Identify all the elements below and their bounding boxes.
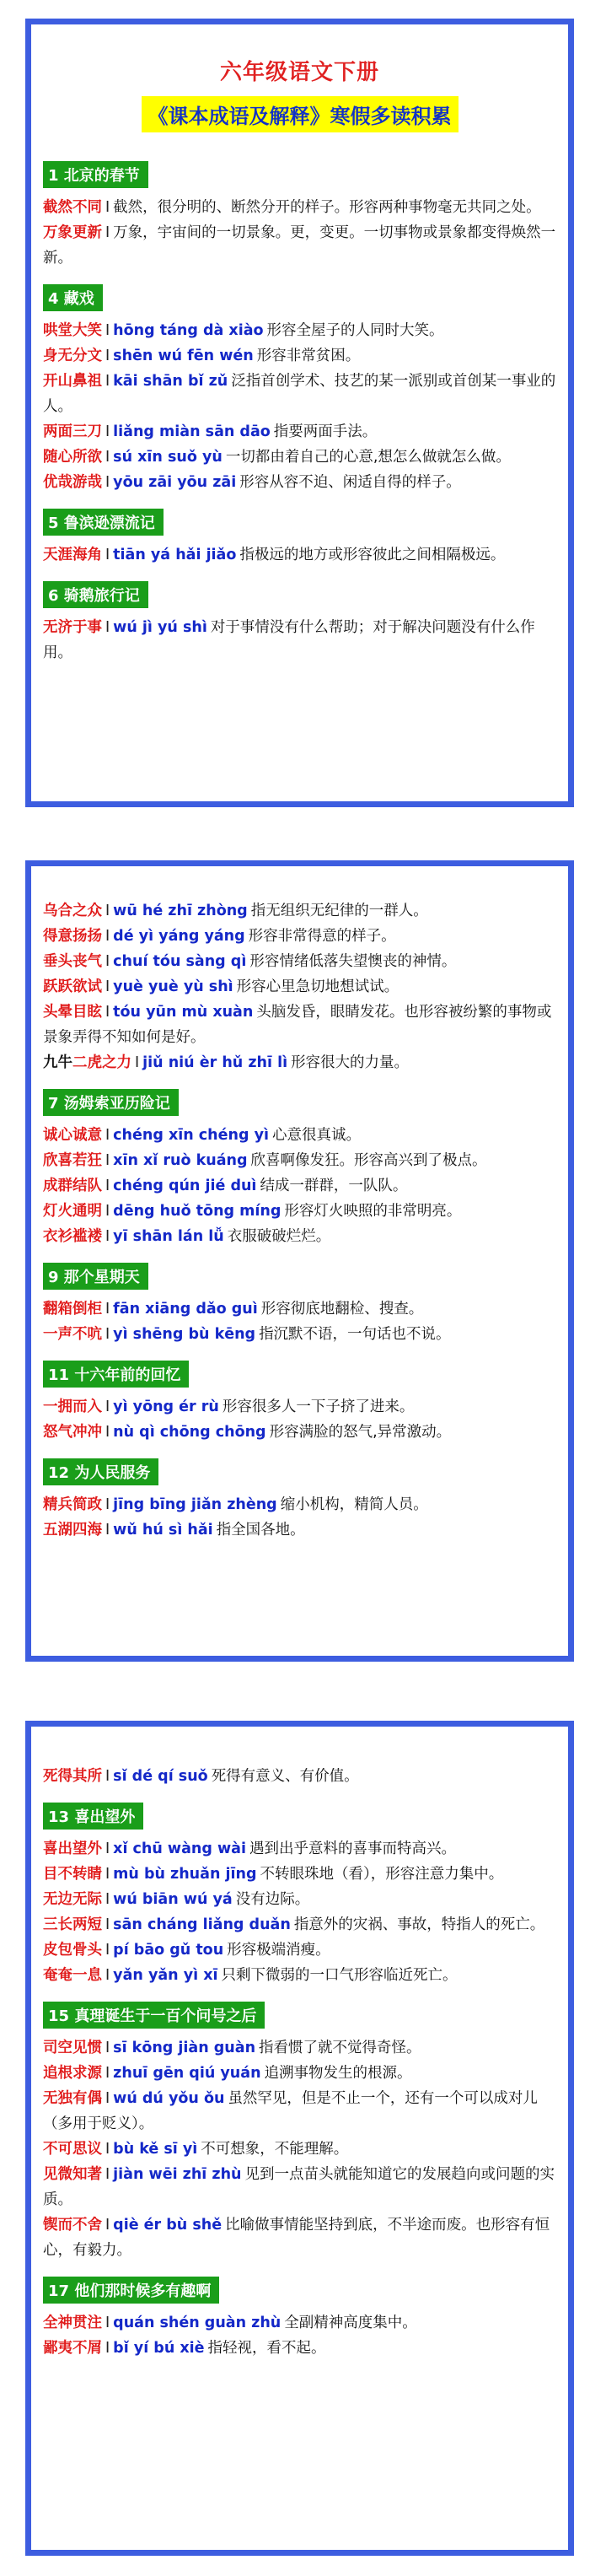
idiom-entry: 无独有偶 I wú dú yǒu ǒu 虽然罕见，但是不止一个，还有一个可以成对儿（多用于贬义）。 [43,2090,538,2132]
idiom-entry: 翻箱倒柜 I fān xiāng dǎo guì 形容彻底地翻检、搜查。 [43,1301,424,1318]
idiom-entry: 一声不吭 I yì shēng bù kēng 指沉默不语，一句话也不说。 [43,1326,451,1343]
idiom-word: 身无分文 [43,348,102,364]
section [43,148,556,271]
idiom-word: 精兵简政 [43,1496,102,1513]
idiom-word: 天涯海角 [43,547,102,563]
idiom-word: 截然不同 [43,199,102,216]
idiom-definition: 衣服破破烂烂。 [227,1228,331,1245]
section-title: 7 汤姆索亚历险记 [43,1089,179,1116]
section-title: 15 真理诞生于一百个问号之后 [43,2002,265,2029]
idiom-pinyin: wú jì yú shì [113,619,207,636]
idiom-entry: 乌合之众 I wū hé zhī zhòng 指无组织无纪律的一群人。 [43,903,428,919]
idiom-word: 随心所欲 [43,449,102,466]
idiom-word: 垂头丧气 [43,953,102,970]
section [43,2263,556,2361]
idiom-entry: 怒气冲冲 I nù qì chōng chōng 形容满脸的怒气,异常激动。 [43,1424,452,1441]
idiom-word: 无边无际 [43,1891,102,1908]
idiom-pinyin: pí bāo gǔ tou [113,1942,224,1959]
idiom-definition: 指意外的灾祸、事故，特指人的死亡。 [293,1916,545,1933]
idiom-entry: 开山鼻祖 I kāi shān bǐ zǔ 泛指首创学术、技艺的某一派别或首创某一事业的人。 [43,373,556,415]
section [43,1347,556,1445]
idiom-pinyin: mù bù zhuǎn jīng [113,1866,257,1883]
idiom-definition: 缩小机构，精简人员。 [280,1496,428,1513]
idiom-entry: 头晕目眩 I tóu yūn mù xuàn 头脑发昏，眼睛发花。也形容被纷繁的事物或景象弄得不知如何是好。 [43,1004,552,1046]
idiom-pinyin: qiè ér bù shě [113,2217,223,2234]
idiom-word: 二虎之力 [72,1054,131,1071]
idiom-pinyin: wǔ hú sì hǎi [113,1522,213,1539]
idiom-definition: 指沉默不语，一句话也不说。 [259,1326,451,1343]
section-title: 1 北京的春节 [43,161,148,188]
card-2 [25,860,574,1662]
idiom-word: 万象更新 [43,224,102,241]
idiom-word: 两面三刀 [43,423,102,440]
idiom-word: 司空见惯 [43,2040,102,2056]
section [43,568,556,666]
idiom-entry: 垂头丧气 I chuí tóu sàng qì 形容情绪低落失望懊丧的神情。 [43,953,457,970]
card-3 [25,1721,574,2556]
idiom-definition: 形容很大的力量。 [291,1054,410,1071]
idiom-entry: 身无分文 I shēn wú fēn wén 形容非常贫困。 [43,348,361,364]
section [43,495,556,568]
idiom-pinyin: sān cháng liǎng duǎn [113,1916,291,1933]
idiom-pinyin: zhuī gēn qiú yuán [113,2065,261,2082]
idiom-pinyin: liǎng miàn sān dāo [113,423,271,440]
idiom-pinyin: yōu zāi yōu zāi [113,474,237,491]
idiom-entry: 追根求源 I zhuī gēn qiú yuán 追溯事物发生的根源。 [43,2065,412,2082]
section [43,1075,556,1249]
idiom-entry: 跃跃欲试 I yuè yuè yù shì 形容心里急切地想试试。 [43,978,400,995]
idiom-word: 怒气冲冲 [43,1424,102,1441]
section [43,271,556,495]
idiom-pinyin: wū hé zhī zhòng [113,903,248,919]
idiom-entry: 哄堂大笑 I hōng táng dà xiào 形容全屋子的人同时大笑。 [43,322,444,339]
idiom-pinyin: wú dú yǒu ǒu [113,2090,225,2107]
idiom-definition: 形容很多人一下子挤了进来。 [222,1398,415,1415]
idiom-pinyin: chéng qún jié duì [113,1178,257,1194]
idiom-entry: 欣喜若狂 I xīn xǐ ruò kuáng 欣喜啊像发狂。形容高兴到了极点。 [43,1152,487,1169]
idiom-word: 追根求源 [43,2065,102,2082]
section [43,1988,556,2263]
idiom-entry: 五湖四海 I wǔ hú sì hǎi 指全国各地。 [43,1522,305,1539]
idiom-entry: 优哉游哉 I yōu zāi yōu zāi 形容从容不迫、闲适自得的样子。 [43,474,461,491]
idiom-pinyin: jiàn wēi zhī zhù [113,2166,242,2183]
lead-entries [43,898,556,1075]
idiom-word: 无济于事 [43,619,102,636]
idiom-definition: 追溯事物发生的根源。 [264,2065,412,2082]
idiom-entry: 诚心诚意 I chéng xīn chéng yì 心意很真诚。 [43,1127,361,1144]
idiom-pinyin: chéng xīn chéng yì [113,1127,269,1144]
idiom-definition: 对于事情没有什么帮助；对于解决问题没有什么作用。 [43,619,535,661]
idiom-entry: 不可思议 I bù kě sī yì 不可想象，不能理解。 [43,2141,349,2158]
idiom-word: 得意扬扬 [43,928,102,945]
section [43,1789,556,1988]
idiom-pinyin: jīng bīng jiǎn zhèng [113,1496,277,1513]
page-subtitle: 《课本成语及解释》寒假多读积累 [142,96,459,132]
idiom-definition: 万象，宇宙间的一切景象。更，变更。一切事物或景象都变得焕然一新。 [43,224,556,267]
idiom-definition: 遇到出乎意料的喜事而特高兴。 [249,1840,456,1857]
idiom-entry: 一拥而入 I yì yōng ér rù 形容很多人一下子挤了进来。 [43,1398,415,1415]
idiom-word: 死得其所 [43,1768,102,1785]
section [43,1445,556,1543]
idiom-definition: 死得有意义、有价值。 [211,1768,359,1785]
idiom-pinyin: yì shēng bù kēng [113,1326,256,1343]
idiom-definition: 指看惯了就不觉得奇怪。 [259,2040,421,2056]
idiom-pinyin: bǐ yí bú xiè [113,2340,205,2357]
section-title: 17 他们那时候多有趣啊 [43,2277,219,2304]
idiom-word: 一声不吭 [43,1326,102,1343]
idiom-definition: 形容情绪低落失望懊丧的神情。 [249,953,457,970]
idiom-definition: 指轻视，看不起。 [207,2340,326,2357]
idiom-word: 见微知著 [43,2166,102,2183]
idiom-definition: 形容心里急切地想试试。 [236,978,400,995]
idiom-definition: 形容灯火映照的非常明亮。 [284,1203,462,1220]
idiom-entry: 见微知著 I jiàn wēi zhī zhù 见到一点苗头就能知道它的发展趋向或问题的实质。 [43,2166,555,2208]
idiom-definition: 虽然罕见，但是不止一个，还有一个可以成对儿（多用于贬义）。 [43,2090,538,2132]
idiom-word: 成群结队 [43,1178,102,1194]
idiom-entry: 死得其所 I sǐ dé qí suǒ 死得有意义、有价值。 [43,1768,359,1785]
idiom-word: 衣衫褴褛 [43,1228,102,1245]
idiom-pinyin: sī kōng jiàn guàn [113,2040,256,2056]
idiom-definition: 形容非常得意的样子。 [248,928,396,945]
idiom-pinyin: nù qì chōng chōng [113,1424,266,1441]
idiom-pinyin: kāi shān bǐ zǔ [113,373,228,390]
section-title: 5 鲁滨逊漂流记 [43,509,164,536]
idiom-pinyin: dēng huǒ tōng míng [113,1203,282,1220]
idiom-pinyin: yǎn yǎn yì xī [113,1967,218,1984]
idiom-pinyin: chuí tóu sàng qì [113,953,247,970]
section-title: 12 为人民服务 [43,1458,158,1485]
idiom-word: 奄奄一息 [43,1967,102,1984]
idiom-word: 开山鼻祖 [43,373,102,390]
idiom-definition: 心意很真诚。 [271,1127,361,1144]
idiom-definition: 泛指首创学术、技艺的某一派别或首创某一事业的人。 [43,373,556,415]
idiom-word: 目不转睛 [43,1866,102,1883]
section-title: 6 骑鹅旅行记 [43,581,148,608]
idiom-pinyin: yì yōng ér rù [113,1398,219,1415]
idiom-word: 鄙夷不屑 [43,2340,102,2357]
idiom-entry: 精兵简政 I jīng bīng jiǎn zhèng 缩小机构，精简人员。 [43,1496,428,1513]
idiom-pinyin: jiǔ niú èr hǔ zhī lì [142,1054,288,1071]
idiom-definition: 结成一群群，一队队。 [260,1178,408,1194]
idiom-entry: 三长两短 I sān cháng liǎng duǎn 指意外的灾祸、事故，特指人的死亡。 [43,1916,545,1933]
idiom-entry: 奄奄一息 I yǎn yǎn yì xī 只剩下微弱的一口气形容临近死亡。 [43,1967,458,1984]
idiom-entry: 随心所欲 I sú xīn suǒ yù 一切都由着自己的心意,想怎么做就怎么做。 [43,449,511,466]
idiom-definition: 没有边际。 [235,1891,310,1908]
idiom-entry: 无济于事 I wú jì yú shì 对于事情没有什么帮助；对于解决问题没有什么作用。 [43,619,535,661]
idiom-word: 头晕目眩 [43,1004,102,1021]
idiom-entry: 截然不同 I 截然，很分明的、断然分开的样子。形容两种事物毫无共同之处。 [43,199,541,216]
idiom-pinyin: xǐ chū wàng wài [113,1840,246,1857]
idiom-word: 三长两短 [43,1916,102,1933]
idiom-word: 哄堂大笑 [43,322,102,339]
section-title: 11 十六年前的回忆 [43,1361,189,1388]
idiom-definition: 指极远的地方或形容彼此之间相隔极远。 [239,547,506,563]
idiom-prefix: 九牛 [43,1054,72,1071]
idiom-pinyin: sǐ dé qí suǒ [113,1768,208,1785]
idiom-entry: 无边无际 I wú biān wú yá 没有边际。 [43,1891,310,1908]
idiom-definition: 见到一点苗头就能知道它的发展趋向或问题的实质。 [43,2166,555,2208]
idiom-entry: 鄙夷不屑 I bǐ yí bú xiè 指轻视，看不起。 [43,2340,326,2357]
idiom-entry: 喜出望外 I xǐ chū wàng wài 遇到出乎意料的喜事而特高兴。 [43,1840,456,1857]
idiom-word: 全神贯注 [43,2315,102,2331]
idiom-definition: 一切都由着自己的心意,想怎么做就怎么做。 [225,449,511,466]
page-title: 六年级语文下册 [219,60,379,85]
idiom-pinyin: shēn wú fēn wén [113,348,254,364]
idiom-word: 五湖四海 [43,1522,102,1539]
idiom-entry: 目不转睛 I mù bù zhuǎn jīng 不转眼珠地（看），形容注意力集中。 [43,1866,504,1883]
idiom-pinyin: hōng táng dà xiào [113,322,264,339]
idiom-definition: 欣喜啊像发狂。形容高兴到了极点。 [250,1152,487,1169]
idiom-word: 诚心诚意 [43,1127,102,1144]
section-title: 4 藏戏 [43,284,103,311]
section [43,1249,556,1347]
idiom-entry: 灯火通明 I dēng huǒ tōng míng 形容灯火映照的非常明亮。 [43,1203,462,1220]
idiom-pinyin: wú biān wú yá [113,1891,233,1908]
idiom-word: 皮包骨头 [43,1942,102,1959]
idiom-pinyin: quán shén guàn zhù [113,2315,282,2331]
idiom-word: 优哉游哉 [43,474,102,491]
idiom-word: 欣喜若狂 [43,1152,102,1169]
idiom-definition: 不可想象，不能理解。 [201,2141,349,2158]
idiom-definition: 指要两面手法。 [273,423,378,440]
idiom-word: 不可思议 [43,2141,102,2158]
idiom-entry: 九牛二虎之力 I jiǔ niú èr hǔ zhī lì 形容很大的力量。 [43,1054,410,1071]
idiom-definition: 头脑发昏，眼睛发花。也形容被纷繁的事物或景象弄得不知如何是好。 [43,1004,552,1046]
idiom-entry: 天涯海角 I tiān yá hǎi jiǎo 指极远的地方或形容彼此之间相隔极远。 [43,547,506,563]
idiom-pinyin: yī shān lán lǚ [113,1228,224,1245]
idiom-entry: 皮包骨头 I pí bāo gǔ tou 形容极端消瘦。 [43,1942,330,1959]
idiom-definition: 形容从容不迫、闲适自得的样子。 [239,474,461,491]
card-1 [25,19,574,807]
idiom-word: 跃跃欲试 [43,978,102,995]
section-title: 9 那个星期天 [43,1263,148,1290]
idiom-pinyin: xīn xǐ ruò kuáng [113,1152,248,1169]
idiom-word: 灯火通明 [43,1203,102,1220]
idiom-pinyin: fān xiāng dǎo guì [113,1301,258,1318]
idiom-pinyin: tóu yūn mù xuàn [113,1004,254,1021]
idiom-entry: 万象更新 I 万象，宇宙间的一切景象。更，变更。一切事物或景象都变得焕然一新。 [43,224,556,267]
idiom-entry: 衣衫褴褛 I yī shān lán lǚ 衣服破破烂烂。 [43,1228,331,1245]
idiom-definition: 截然，很分明的、断然分开的样子。形容两种事物毫无共同之处。 [113,199,541,216]
idiom-word: 无独有偶 [43,2090,102,2107]
idiom-definition: 指全国各地。 [216,1522,305,1539]
idiom-definition: 比喻做事情能坚持到底，不半途而废。也形容有恒心，有毅力。 [43,2217,550,2259]
idiom-word: 翻箱倒柜 [43,1301,102,1318]
idiom-definition: 形容非常贫困。 [256,348,361,364]
idiom-pinyin: bù kě sī yì [113,2141,198,2158]
idiom-pinyin: tiān yá hǎi jiǎo [113,547,237,563]
section-title: 13 喜出望外 [43,1803,143,1830]
idiom-definition: 形容彻底地翻检、搜查。 [260,1301,424,1318]
idiom-entry: 两面三刀 I liǎng miàn sān dāo 指要两面手法。 [43,423,378,440]
idiom-definition: 形容满脸的怒气,异常激动。 [269,1424,452,1441]
idiom-pinyin: sú xīn suǒ yù [113,449,223,466]
idiom-definition: 形容极端消瘦。 [227,1942,330,1959]
idiom-word: 喜出望外 [43,1840,102,1857]
idiom-entry: 全神贯注 I quán shén guàn zhù 全副精神高度集中。 [43,2315,417,2331]
idiom-entry: 成群结队 I chéng qún jié duì 结成一群群，一队队。 [43,1178,408,1194]
idiom-word: 锲而不舍 [43,2217,102,2234]
idiom-pinyin: yuè yuè yù shì [113,978,233,995]
idiom-entry: 得意扬扬 I dé yì yáng yáng 形容非常得意的样子。 [43,928,396,945]
idiom-definition: 形容全屋子的人同时大笑。 [266,322,444,339]
idiom-word: 一拥而入 [43,1398,102,1415]
idiom-definition: 指无组织无纪律的一群人。 [250,903,428,919]
idiom-definition: 只剩下微弱的一口气形容临近死亡。 [221,1967,458,1984]
idiom-entry: 锲而不舍 I qiè ér bù shě 比喻做事情能坚持到底，不半途而废。也形容有恒心，有毅力。 [43,2217,550,2259]
idiom-word: 乌合之众 [43,903,102,919]
idiom-definition: 不转眼珠地（看），形容注意力集中。 [260,1866,504,1883]
idiom-entry: 司空见惯 I sī kōng jiàn guàn 指看惯了就不觉得奇怪。 [43,2040,421,2056]
idiom-pinyin: dé yì yáng yáng [113,928,245,945]
idiom-definition: 全副精神高度集中。 [284,2315,417,2331]
lead-entries [43,1764,556,1789]
